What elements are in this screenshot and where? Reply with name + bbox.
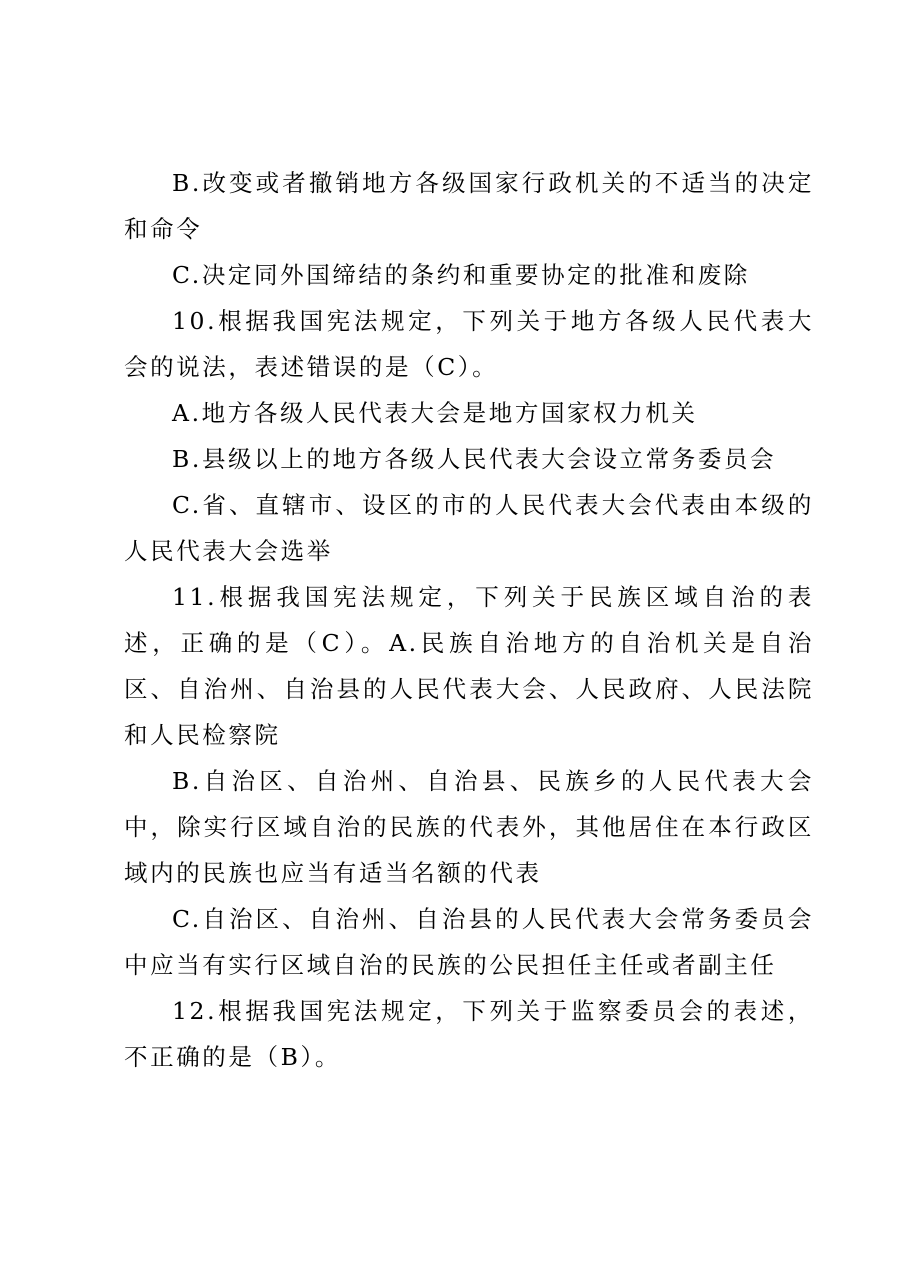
question-12: 12.根据我国宪法规定，下列关于监察委员会的表述，不正确的是（B）。 xyxy=(124,997,814,1071)
question-10: 10.根据我国宪法规定，下列关于地方各级人民代表大会的说法，表述错误的是（C）。 xyxy=(124,307,814,381)
q10-option-b: B.县级以上的地方各级人民代表大会设立常务委员会 xyxy=(172,445,777,473)
q10-option-a: A.地方各级人民代表大会是地方国家权力机关 xyxy=(172,399,698,427)
option-b-paragraph: B.改变或者撤销地方各级国家行政机关的不适当的决定和命令 xyxy=(124,169,814,243)
q10-option-c: C.省、直辖市、设区的市的人民代表大会代表由本级的人民代表大会选举 xyxy=(124,491,814,565)
document-page xyxy=(124,160,814,1080)
question-11: 11.根据我国宪法规定，下列关于民族区域自治的表述，正确的是（C）。A.民族自治地方的自治机关是自治区、自治州、自治县的人民代表大会、人民政府、人民法院和人民检察院 xyxy=(124,583,814,749)
option-c-paragraph: C.决定同外国缔结的条约和重要协定的批准和废除 xyxy=(172,261,750,289)
q11-option-c: C.自治区、自治州、自治县的人民代表大会常务委员会中应当有实行区域自治的民族的公民担任主任或者副主任 xyxy=(124,905,814,979)
q11-option-b: B.自治区、自治州、自治县、民族乡的人民代表大会中，除实行区域自治的民族的代表外，其他居住在本行政区域内的民族也应当有适当名额的代表 xyxy=(124,767,814,887)
